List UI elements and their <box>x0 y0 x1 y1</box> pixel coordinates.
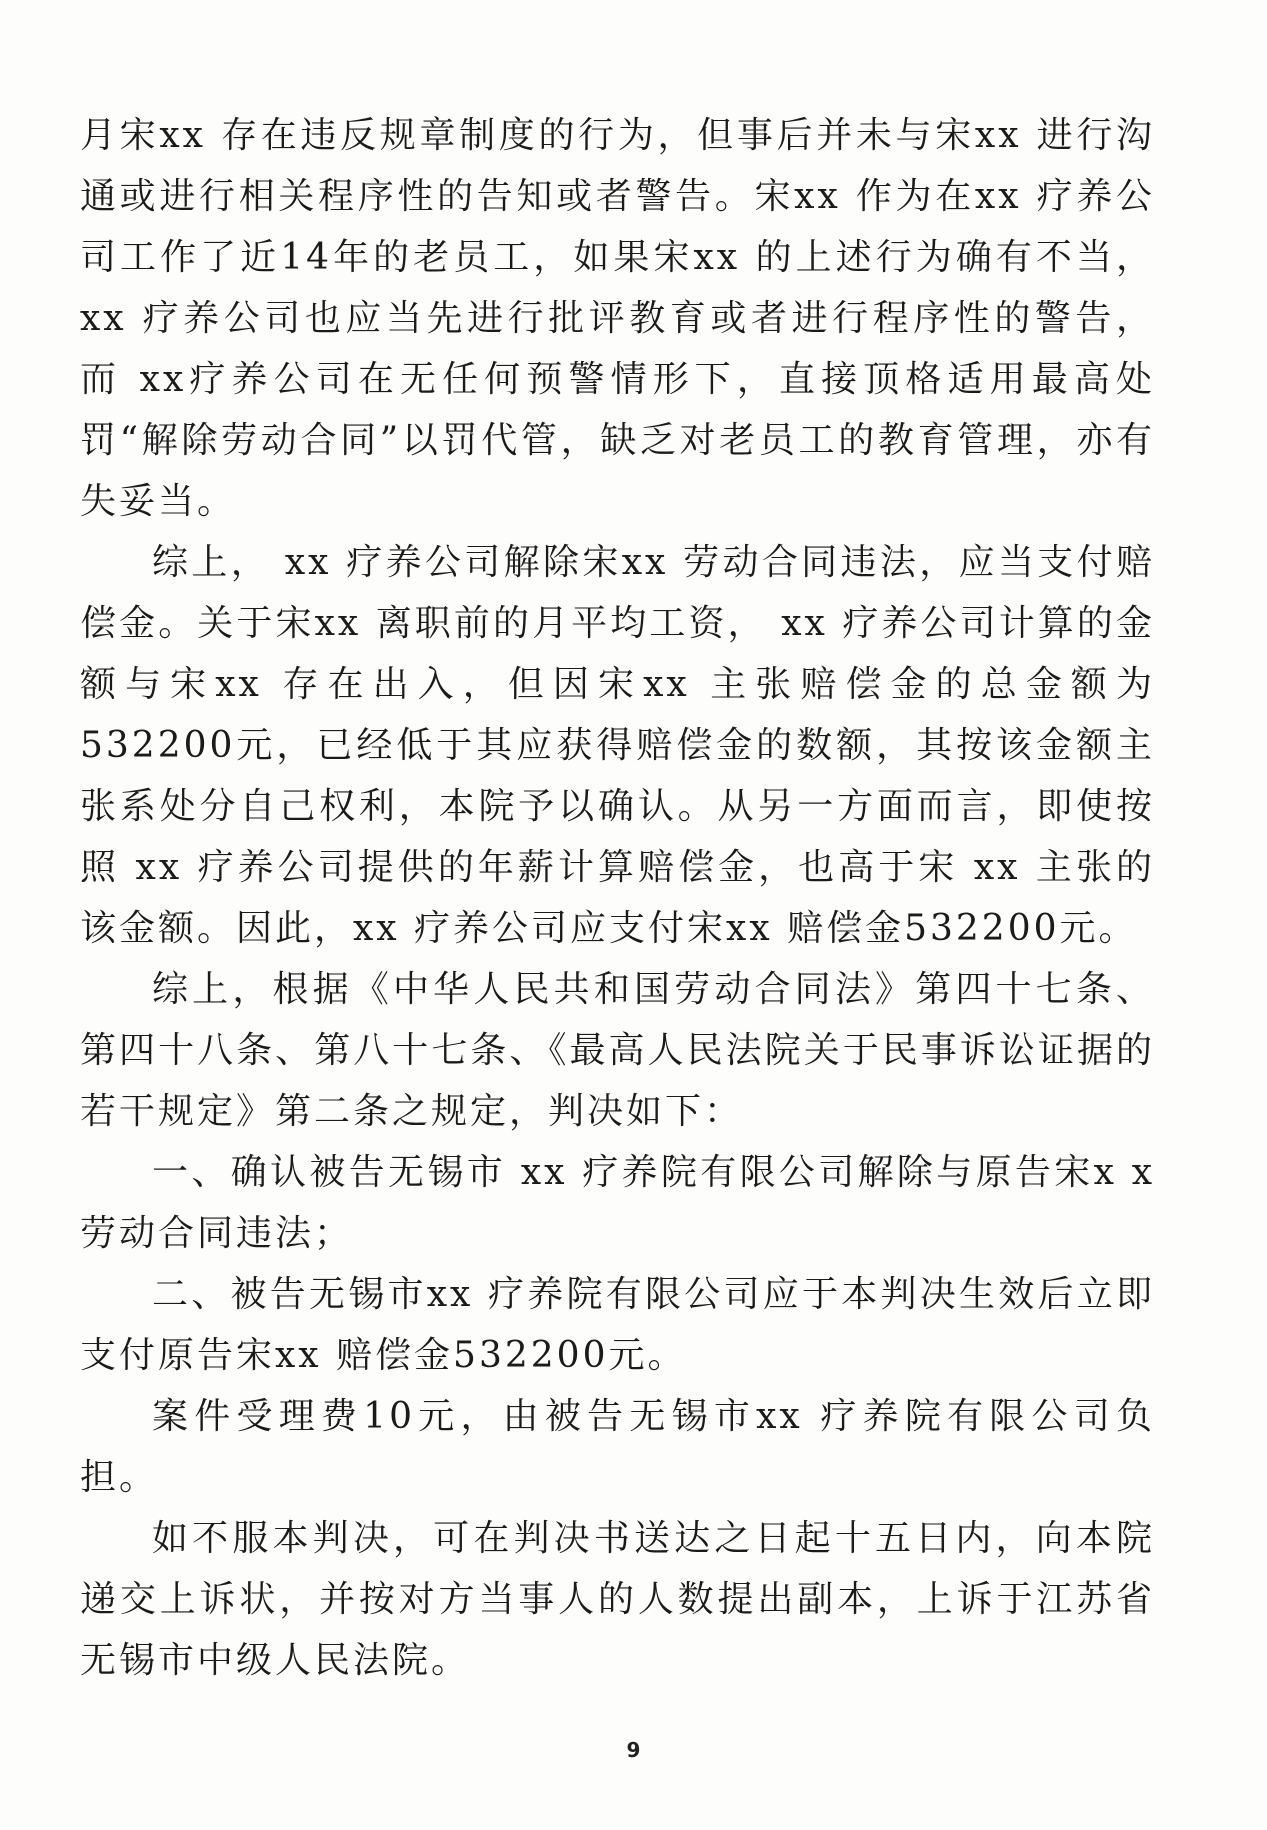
paragraph-4: 一、确认被告无锡市 xx 疗养院有限公司解除与原告宋x x劳动合同违法； <box>80 1152 1155 1254</box>
document-body <box>80 105 1155 1691</box>
paragraph-5: 二、被告无锡市xx 疗养院有限公司应于本判决生效后立即支付原告宋xx 赔偿金532200元。 <box>80 1274 1155 1376</box>
paragraph-1: 月宋xx 存在违反规章制度的行为，但事后并未与宋xx 进行沟通或进行相关程序性的告知或者警告。宋xx 作为在xx 疗养公司工作了近14年的老员工，如果宋xx 的上述行为确有不当，xx 疗养公司也应当先进行批评教育或者进行程序性的警告，而 xx疗养公司在无任何预警情形下，直接顶格适用最高处罚“解除劳动合同”以罚代管，缺乏对老员工的教育管理，亦有失妥当。 <box>80 115 1155 522</box>
paragraph-3: 综上，根据《中华人民共和国劳动合同法》第四十七条、第四十八条、第八十七条、《最高人民法院关于民事诉讼证据的若干规定》第二条之规定，判决如下： <box>80 969 1155 1132</box>
page-number: 9 <box>626 1738 641 1762</box>
paragraph-7: 如不服本判决，可在判决书送达之日起十五日内，向本院递交上诉状，并按对方当事人的人数提出副本，上诉于江苏省无锡市中级人民法院。 <box>80 1518 1155 1681</box>
paragraph-6: 案件受理费10元，由被告无锡市xx 疗养院有限公司负担。 <box>80 1396 1155 1498</box>
paragraph-2: 综上， xx 疗养公司解除宋xx 劳动合同违法，应当支付赔偿金。关于宋xx 离职前的月平均工资， xx 疗养公司计算的金额与宋xx 存在出入，但因宋xx 主张赔偿金的总金额为532200元，已经低于其应获得赔偿金的数额，其按该金额主张系处分自己权利，本院予以确认。从另一方面而言，即使按照 xx 疗养公司提供的年薪计算赔偿金，也高于宋 xx 主张的该金额。因此，xx 疗养公司应支付宋xx 赔偿金532200元。 <box>80 542 1155 949</box>
